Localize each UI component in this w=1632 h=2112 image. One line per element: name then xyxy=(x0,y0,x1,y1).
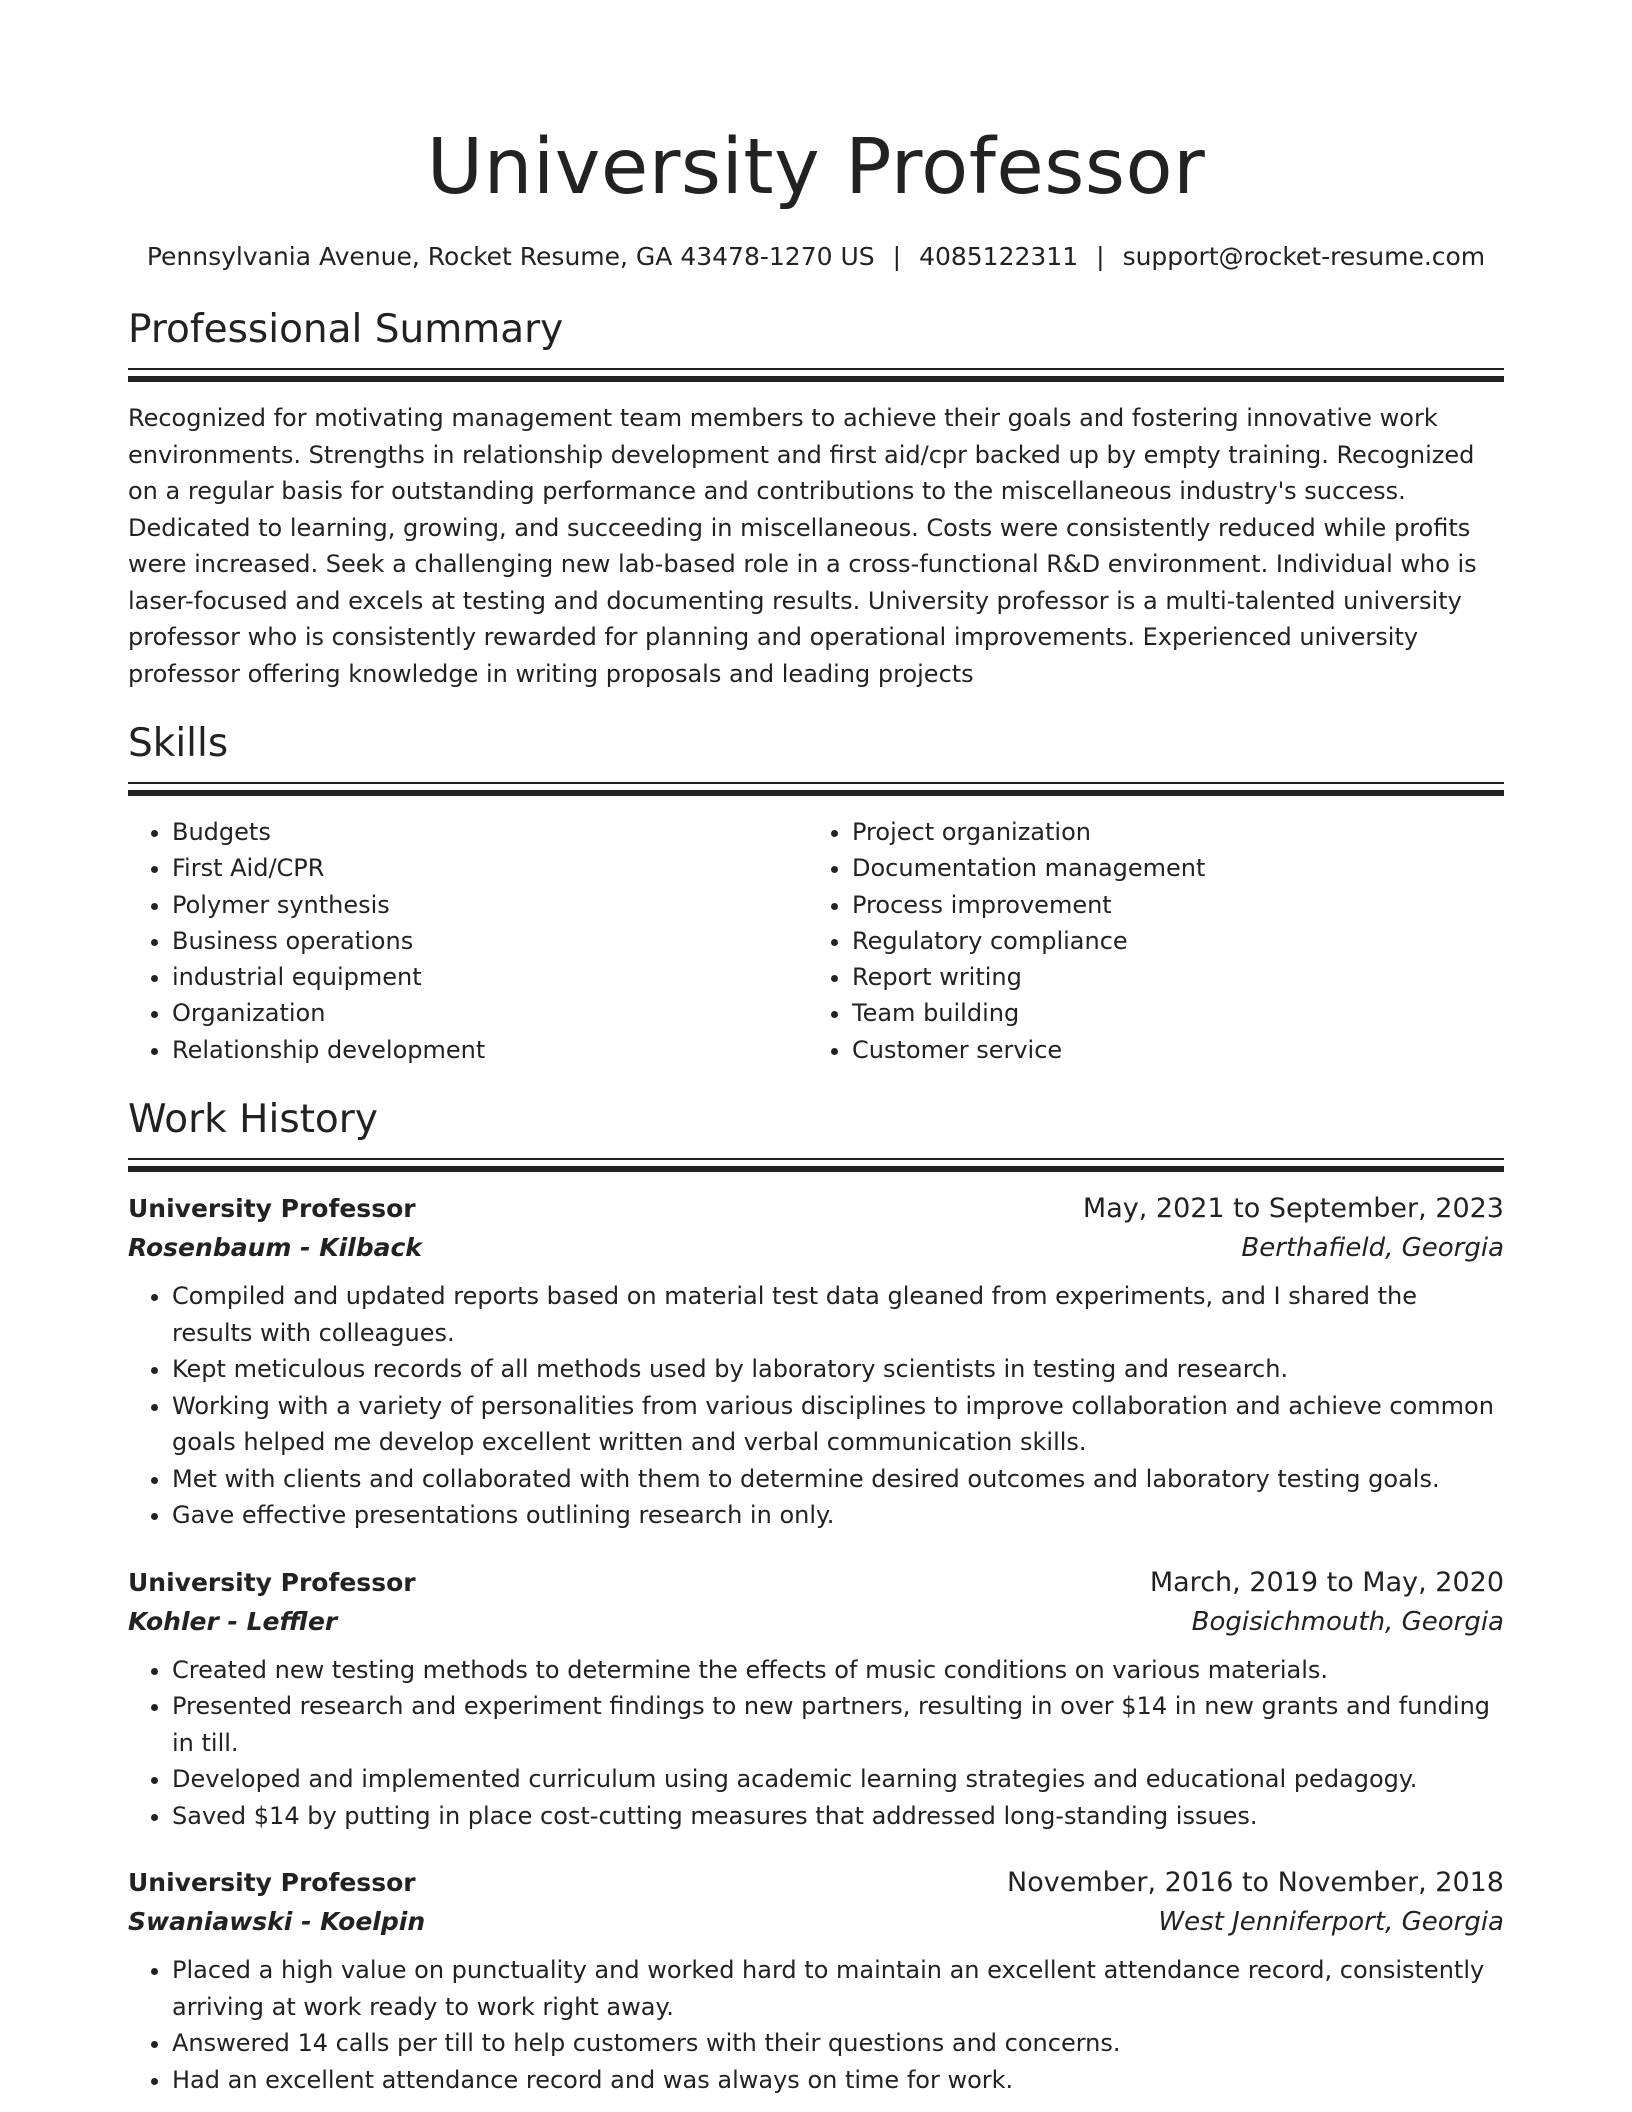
job-bullet: • Compiled and updated reports based on material test data gleaned from experiments, and I shared the results with colleagues. xyxy=(172,1278,1504,1351)
skill-item: • Business operations xyxy=(172,923,808,959)
job-entry xyxy=(128,1564,1504,1835)
skill-item: • industrial equipment xyxy=(172,959,808,995)
skill-item: • Project organization xyxy=(852,814,1488,850)
job-bullet: • Saved $14 by putting in place cost-cutting measures that addressed long-standing issues. xyxy=(172,1798,1504,1835)
skill-item: • Polymer synthesis xyxy=(172,887,808,923)
job-title: University Professor xyxy=(128,1868,416,1898)
section-divider xyxy=(128,1158,1504,1172)
job-location: Bogisichmouth, Georgia xyxy=(1191,1606,1504,1637)
skills-heading: Skills xyxy=(128,721,229,766)
job-entry xyxy=(128,1864,1504,2098)
job-bullet: • Kept meticulous records of all methods used by laboratory scientists in testing and research. xyxy=(172,1351,1504,1388)
job-entry xyxy=(128,1190,1504,1534)
job-bullet: • Placed a high value on punctuality and worked hard to maintain an excellent attendance record, consistently arriving at work ready to work right away. xyxy=(172,1952,1504,2025)
job-company: Kohler - Leffler xyxy=(128,1606,338,1636)
job-bullet: • Created new testing methods to determine the effects of music conditions on various materials. xyxy=(172,1652,1504,1689)
job-bullet: • Gave effective presentations outlining research in only. xyxy=(172,1497,1504,1534)
resume-page xyxy=(128,0,1504,2098)
contact-email: support@rocket-resume.com xyxy=(1122,242,1486,271)
summary-heading: Professional Summary xyxy=(128,307,564,352)
job-bullet: • Met with clients and collaborated with them to determine desired outcomes and laboratory testing goals. xyxy=(172,1461,1504,1498)
skills-columns xyxy=(128,814,1504,1068)
skills-section xyxy=(128,720,1504,1068)
work-history-section xyxy=(128,1096,1504,2098)
skill-item: • Relationship development xyxy=(172,1032,808,1068)
skill-item: • Team building xyxy=(852,995,1488,1031)
skill-item: • Report writing xyxy=(852,959,1488,995)
job-company: Swaniawski - Koelpin xyxy=(128,1907,426,1937)
contact-separator: | xyxy=(1096,242,1105,271)
skills-list-left xyxy=(128,814,808,1068)
contact-address: Pennsylvania Avenue, Rocket Resume, GA 43478-1270 US xyxy=(146,242,875,271)
job-bullet: • Developed and implemented curriculum using academic learning strategies and educational pedagogy. xyxy=(172,1761,1504,1798)
skill-item: • Budgets xyxy=(172,814,808,850)
job-bullet: • Had an excellent attendance record and was always on time for work. xyxy=(172,2062,1504,2099)
section-divider xyxy=(128,368,1504,382)
skills-list-right xyxy=(808,814,1488,1068)
job-location: Berthafield, Georgia xyxy=(1241,1233,1504,1264)
job-dates: November, 2016 to November, 2018 xyxy=(1007,1867,1504,1899)
job-dates: May, 2021 to September, 2023 xyxy=(1082,1193,1504,1225)
skill-item: • Documentation management xyxy=(852,850,1488,886)
job-company: Rosenbaum - Kilback xyxy=(128,1233,422,1263)
resume-name: University Professor xyxy=(426,123,1206,212)
skill-item: • Regulatory compliance xyxy=(852,923,1488,959)
job-bullets xyxy=(128,1652,1504,1835)
job-bullets xyxy=(128,1278,1504,1534)
summary-section xyxy=(128,306,1504,692)
contact-separator: | xyxy=(892,242,902,271)
summary-text: Recognized for motivating management team members to achieve their goals and fostering innovative work environments. Strengths in relationship development and first aid/cpr backed up by empty training. Recognized on a regular basis for outstanding performance and contributions to the miscellaneous industry's success. Dedicated to learning, growing, and succeeding in miscellaneous. Costs were consistently reduced while profits were increased. Seek a challenging new lab-based role in a cross-functional R&D environment. Individual who is laser-focused and excels at testing and documenting results. University professor is a multi-talented university professor who is consistently rewarded for planning and operational improvements. Experienced university professor offering knowledge in writing proposals and leading projects xyxy=(128,404,1477,688)
job-bullet: • Answered 14 calls per till to help customers with their questions and concerns. xyxy=(172,2025,1504,2062)
job-bullets xyxy=(128,1952,1504,2098)
contact-line xyxy=(128,240,1504,274)
skill-item: • First Aid/CPR xyxy=(172,850,808,886)
job-title: University Professor xyxy=(128,1194,416,1224)
contact-phone: 4085122311 xyxy=(919,242,1079,271)
job-dates: March, 2019 to May, 2020 xyxy=(1149,1566,1504,1598)
skill-item: • Organization xyxy=(172,995,808,1031)
skill-item: • Process improvement xyxy=(852,887,1488,923)
job-title: University Professor xyxy=(128,1567,416,1597)
job-location: West Jenniferport, Georgia xyxy=(1158,1907,1504,1938)
job-bullet: • Working with a variety of personalities from various disciplines to improve collaboration and achieve common goals helped me develop excellent written and verbal communication skills. xyxy=(172,1388,1504,1461)
job-bullet: • Presented research and experiment findings to new partners, resulting in over $14 in new grants and funding in till. xyxy=(172,1688,1504,1761)
section-divider xyxy=(128,782,1504,796)
work-history-heading: Work History xyxy=(128,1097,378,1143)
skill-item: • Customer service xyxy=(852,1032,1488,1068)
